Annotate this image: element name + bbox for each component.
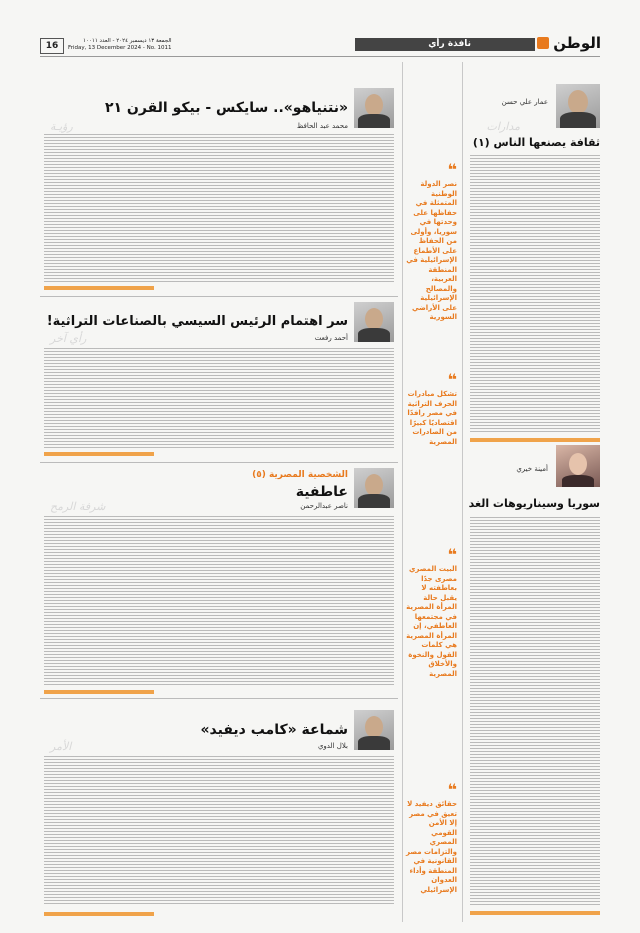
- article-body: [470, 155, 600, 433]
- author-photo: [354, 468, 394, 508]
- author-photo: [354, 88, 394, 128]
- article-body: [44, 756, 394, 906]
- article-syria: [466, 445, 606, 925]
- page-number: 16: [40, 38, 64, 54]
- article-egyptian: الشخصية المصرية (٥) عاطفية ناصر عبدالرحمن شرفة الرمح: [40, 466, 398, 696]
- article-sisi: سر اهتمام الرئيس السيسي بالصناعات التراثية! أحمد رفعت رأي آخر: [40, 300, 398, 460]
- article-body: [44, 516, 394, 686]
- quote-icon: ❝: [447, 545, 457, 564]
- article-footer: [44, 286, 154, 290]
- article-netanyahu: «نتنياهو».. سايكس - بيكو القرن ٢١ محمد عبد الحافظ رؤيـة: [40, 62, 398, 292]
- article-body: [44, 348, 394, 448]
- author-photo: [354, 710, 394, 750]
- article-title: «نتنياهو».. سايكس - بيكو القرن ٢١: [104, 100, 348, 116]
- article-footer: [44, 452, 154, 456]
- newspaper-logo: الوطن: [541, 34, 601, 54]
- article-author: بلال الدوي: [317, 742, 348, 750]
- date-line: الجمعة ١٣ ديسمبر ٢٠٢٤ - العدد ١٠٠١١ Friday, 13 December 2024 - No. 1011: [68, 38, 172, 51]
- article-footer: [44, 690, 154, 694]
- author-photo: [354, 302, 394, 342]
- quote-icon: ❝: [447, 160, 457, 179]
- quote-icon: ❝: [447, 370, 457, 389]
- author-photo: [556, 445, 600, 487]
- article-body: [470, 517, 600, 905]
- article-footer: [470, 911, 600, 915]
- logo-mark-icon: [537, 37, 549, 49]
- article-title: عاطفية: [295, 484, 348, 500]
- quote-icon: ❝: [447, 780, 457, 799]
- article-author: أمينة خيري: [516, 465, 548, 473]
- article-body: [44, 134, 394, 284]
- masthead: [0, 0, 640, 60]
- article-title: شماعة «كامب ديفيد»: [200, 722, 348, 738]
- article-title: ثقافة يصنعها الناس (١): [472, 136, 600, 149]
- article-author: ناصر عبدالرحمن: [300, 502, 348, 510]
- article-culture: عمار علي حسن مدارات ثقافة يصنعها الناس (١): [466, 60, 606, 445]
- section-bar: [355, 38, 535, 51]
- article-footer: [44, 912, 154, 916]
- article-author: محمد عبد الحافظ: [296, 122, 348, 130]
- article-kicker: الشخصية المصرية (٥): [252, 470, 348, 480]
- article-author: أحمد رفعت: [314, 334, 348, 342]
- article-author: عمار علي حسن: [501, 98, 548, 106]
- article-campdavid: شماعة «كامب ديفيد» بلال الدوي الأمر: [40, 702, 398, 924]
- section-title: نافذة رأي: [428, 39, 471, 49]
- article-title: سر اهتمام الرئيس السيسي بالصناعات التراثية!: [46, 314, 348, 329]
- author-photo: [556, 84, 600, 128]
- article-footer: [470, 438, 600, 442]
- article-title: سوريا وسيناريوهات الغد: [468, 497, 600, 510]
